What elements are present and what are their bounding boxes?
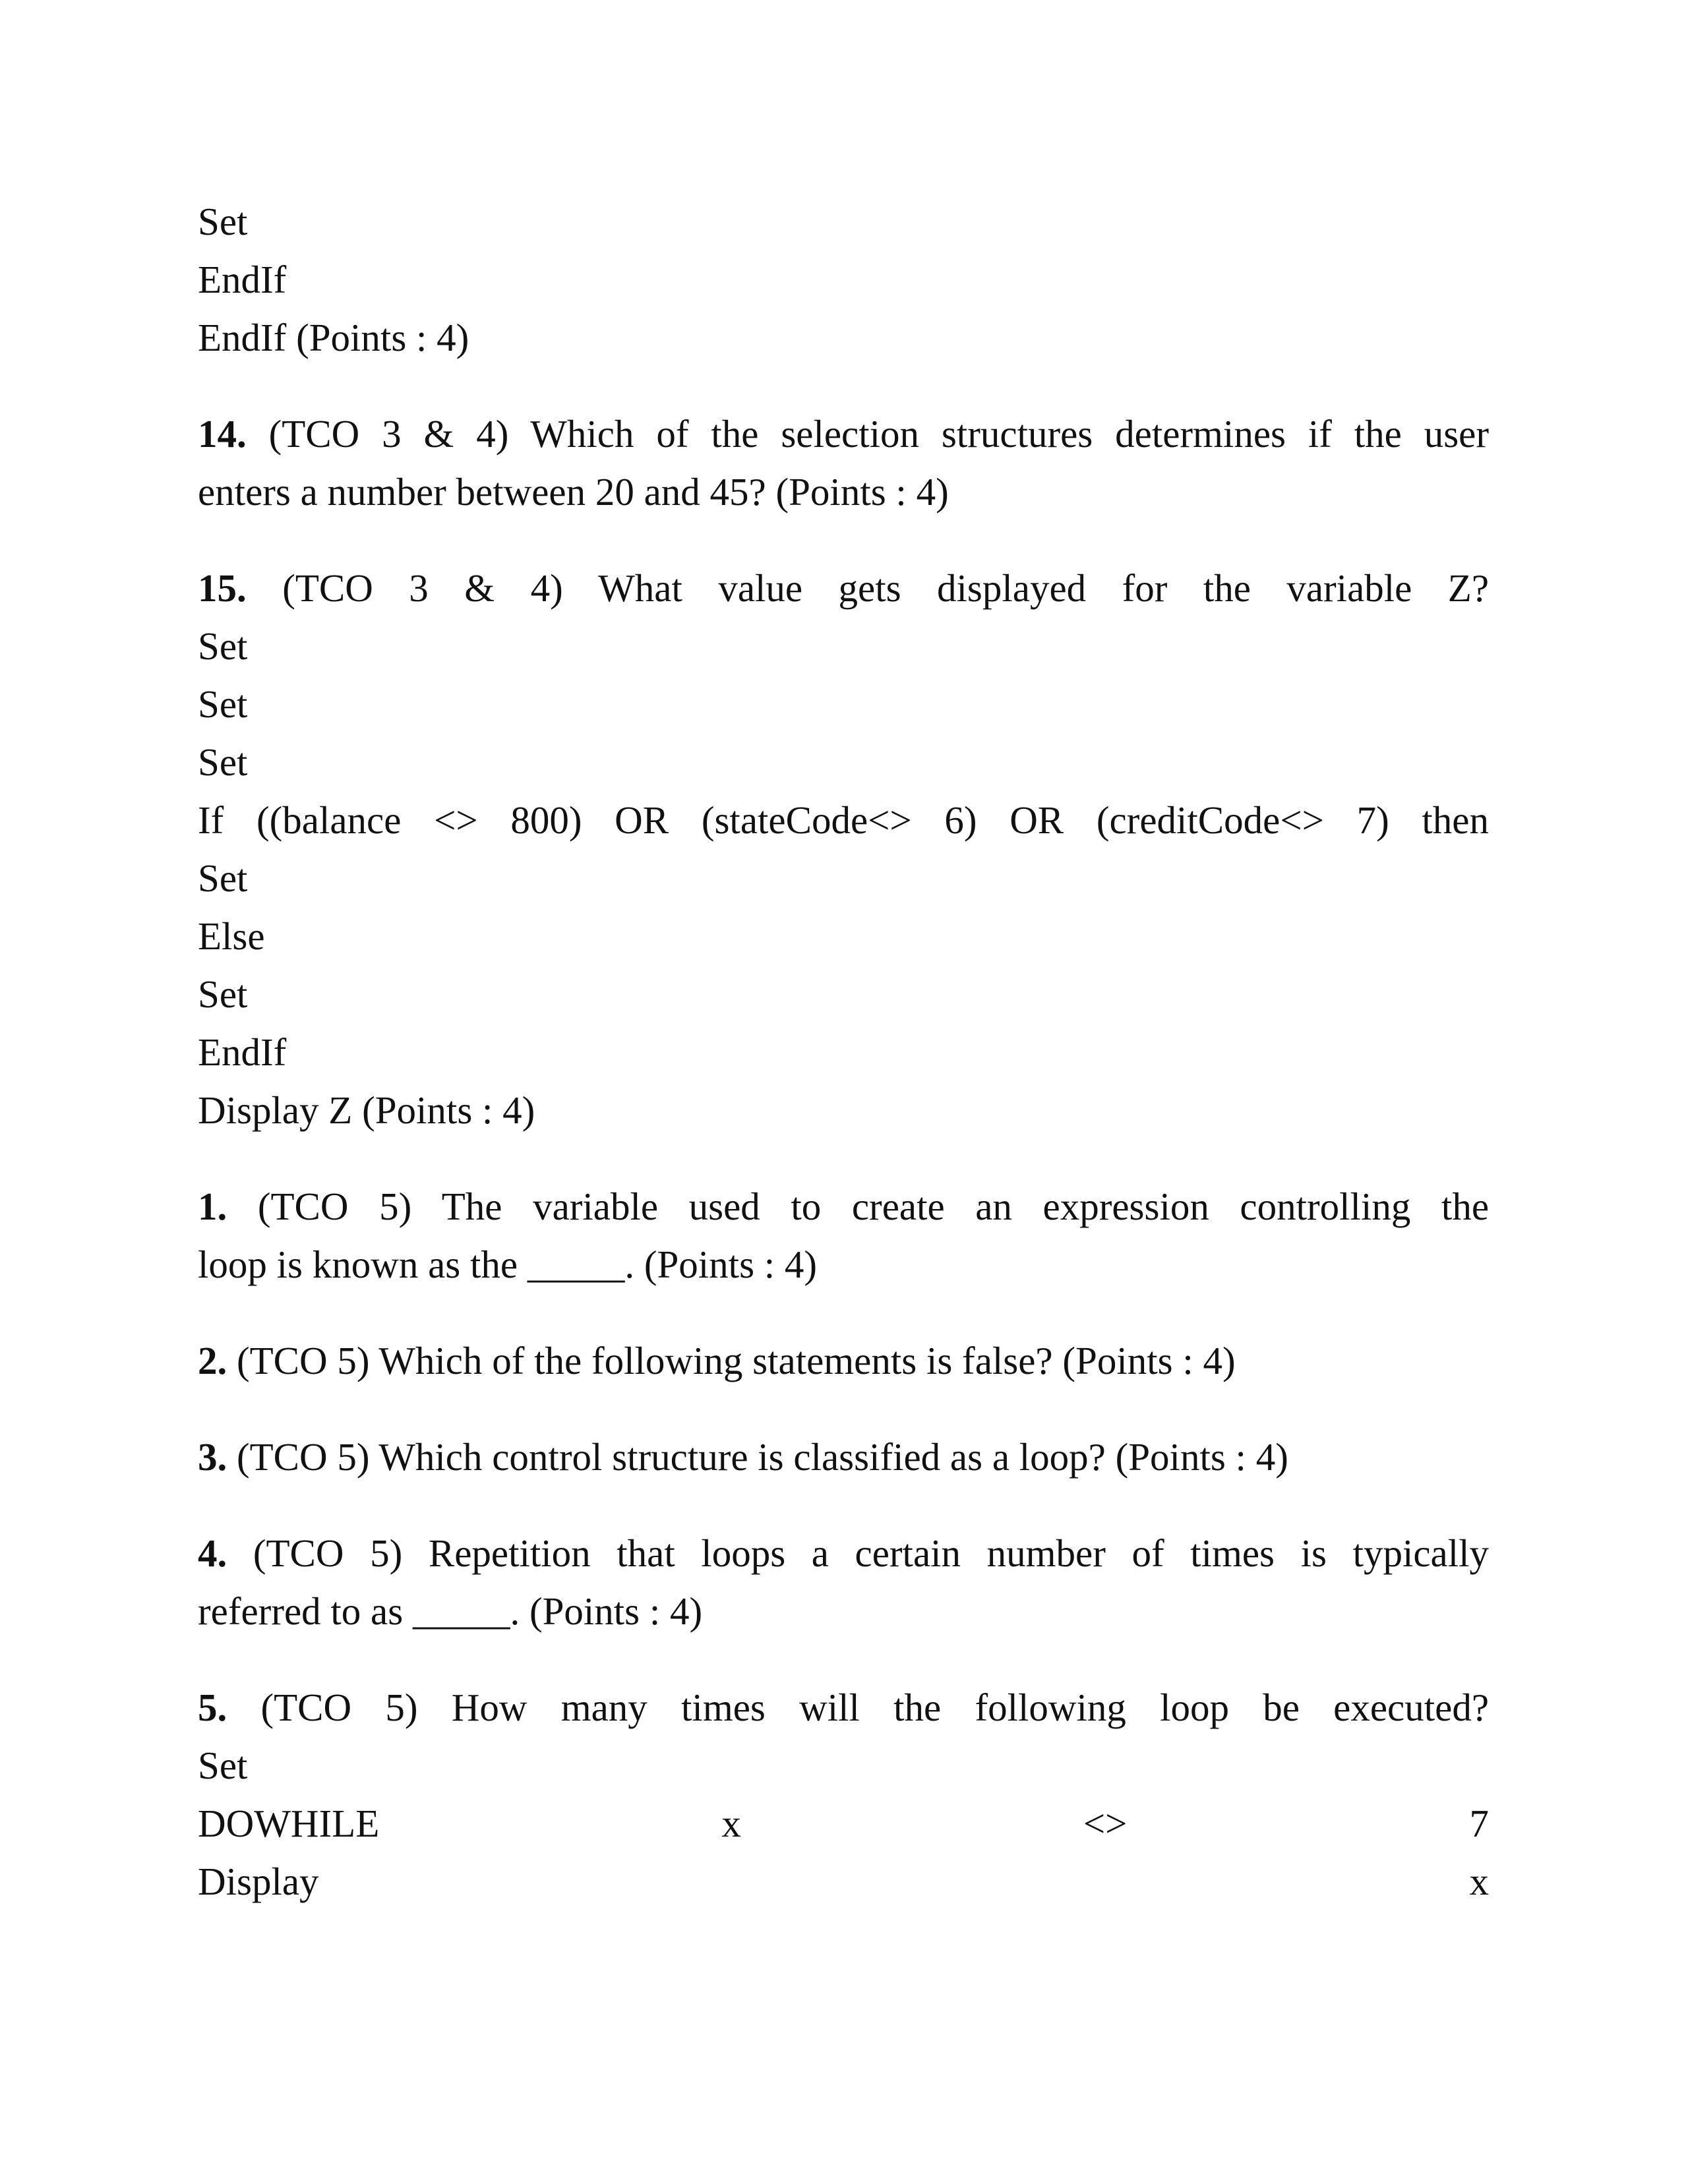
question-text-line: loop is known as the _____. (Points : 4) — [198, 1243, 818, 1286]
code-token: <> — [1083, 1802, 1128, 1845]
question-text-line — [198, 559, 1489, 617]
code-line: EndIf — [198, 258, 287, 301]
question-text: (TCO 3 & 4) What value gets displayed for the variable Z? — [282, 566, 1490, 610]
question-text: (TCO 3 & 4) Which of the selection structures determines if the user — [268, 412, 1489, 456]
question-text-line — [198, 1332, 1489, 1390]
question-number: 2. — [198, 1339, 227, 1382]
code-if-line: If ((balance <> 800) OR (stateCode<> 6) OR (creditCode<> 7) then — [198, 798, 1489, 842]
code-token: x — [1469, 1860, 1489, 1903]
question-14 — [198, 405, 1489, 521]
code-line: Set — [198, 200, 248, 243]
question-3 — [198, 1428, 1489, 1486]
code-line: EndIf — [198, 1030, 287, 1074]
code-line: Set — [198, 624, 248, 668]
question-text: (TCO 5) Repetition that loops a certain number of times is typically — [253, 1531, 1490, 1575]
question-15 — [198, 559, 1489, 1139]
question-text: (TCO 5) How many times will the following loop be executed? — [260, 1686, 1490, 1729]
question-number: 5. — [198, 1686, 227, 1729]
question-text-line — [198, 1524, 1489, 1582]
question-text-line — [198, 1678, 1489, 1736]
question-5 — [198, 1678, 1489, 1910]
question-text-line — [198, 405, 1489, 463]
code-line: Set — [198, 856, 248, 900]
question-text: (TCO 5) The variable used to create an expression controlling the — [257, 1185, 1490, 1228]
question-number: 3. — [198, 1435, 227, 1479]
question-4 — [198, 1524, 1489, 1640]
question-text: (TCO 5) Which of the following statements is false? (Points : 4) — [237, 1339, 1236, 1382]
code-line: Set — [198, 1744, 248, 1787]
code-token: DOWHILE — [198, 1802, 380, 1845]
question-number: 4. — [198, 1531, 227, 1575]
code-line: EndIf (Points : 4) — [198, 316, 469, 359]
question-text-line: enters a number between 20 and 45? (Points : 4) — [198, 470, 949, 514]
document-page — [198, 192, 1489, 1910]
code-line: Set — [198, 740, 248, 784]
code-line: Set — [198, 682, 248, 726]
question-number: 15. — [198, 566, 247, 610]
question-text-line: referred to as _____. (Points : 4) — [198, 1589, 703, 1633]
code-line: Display Z (Points : 4) — [198, 1088, 535, 1132]
code-token: 7 — [1469, 1802, 1489, 1845]
question-number: 1. — [198, 1185, 227, 1228]
code-line: Set — [198, 972, 248, 1016]
code-token: Display — [198, 1860, 319, 1903]
question-number: 14. — [198, 412, 247, 456]
code-token: x — [721, 1802, 741, 1845]
code-line: Else — [198, 914, 265, 958]
question-2 — [198, 1332, 1489, 1390]
question-text: (TCO 5) Which control structure is classified as a loop? (Points : 4) — [237, 1435, 1288, 1479]
question-text-line — [198, 1177, 1489, 1235]
question-text-line — [198, 1428, 1489, 1486]
code-fragment-top — [198, 192, 1489, 367]
question-1 — [198, 1177, 1489, 1293]
code-display-line — [198, 1852, 1489, 1910]
code-dowhile-line — [198, 1794, 1489, 1852]
